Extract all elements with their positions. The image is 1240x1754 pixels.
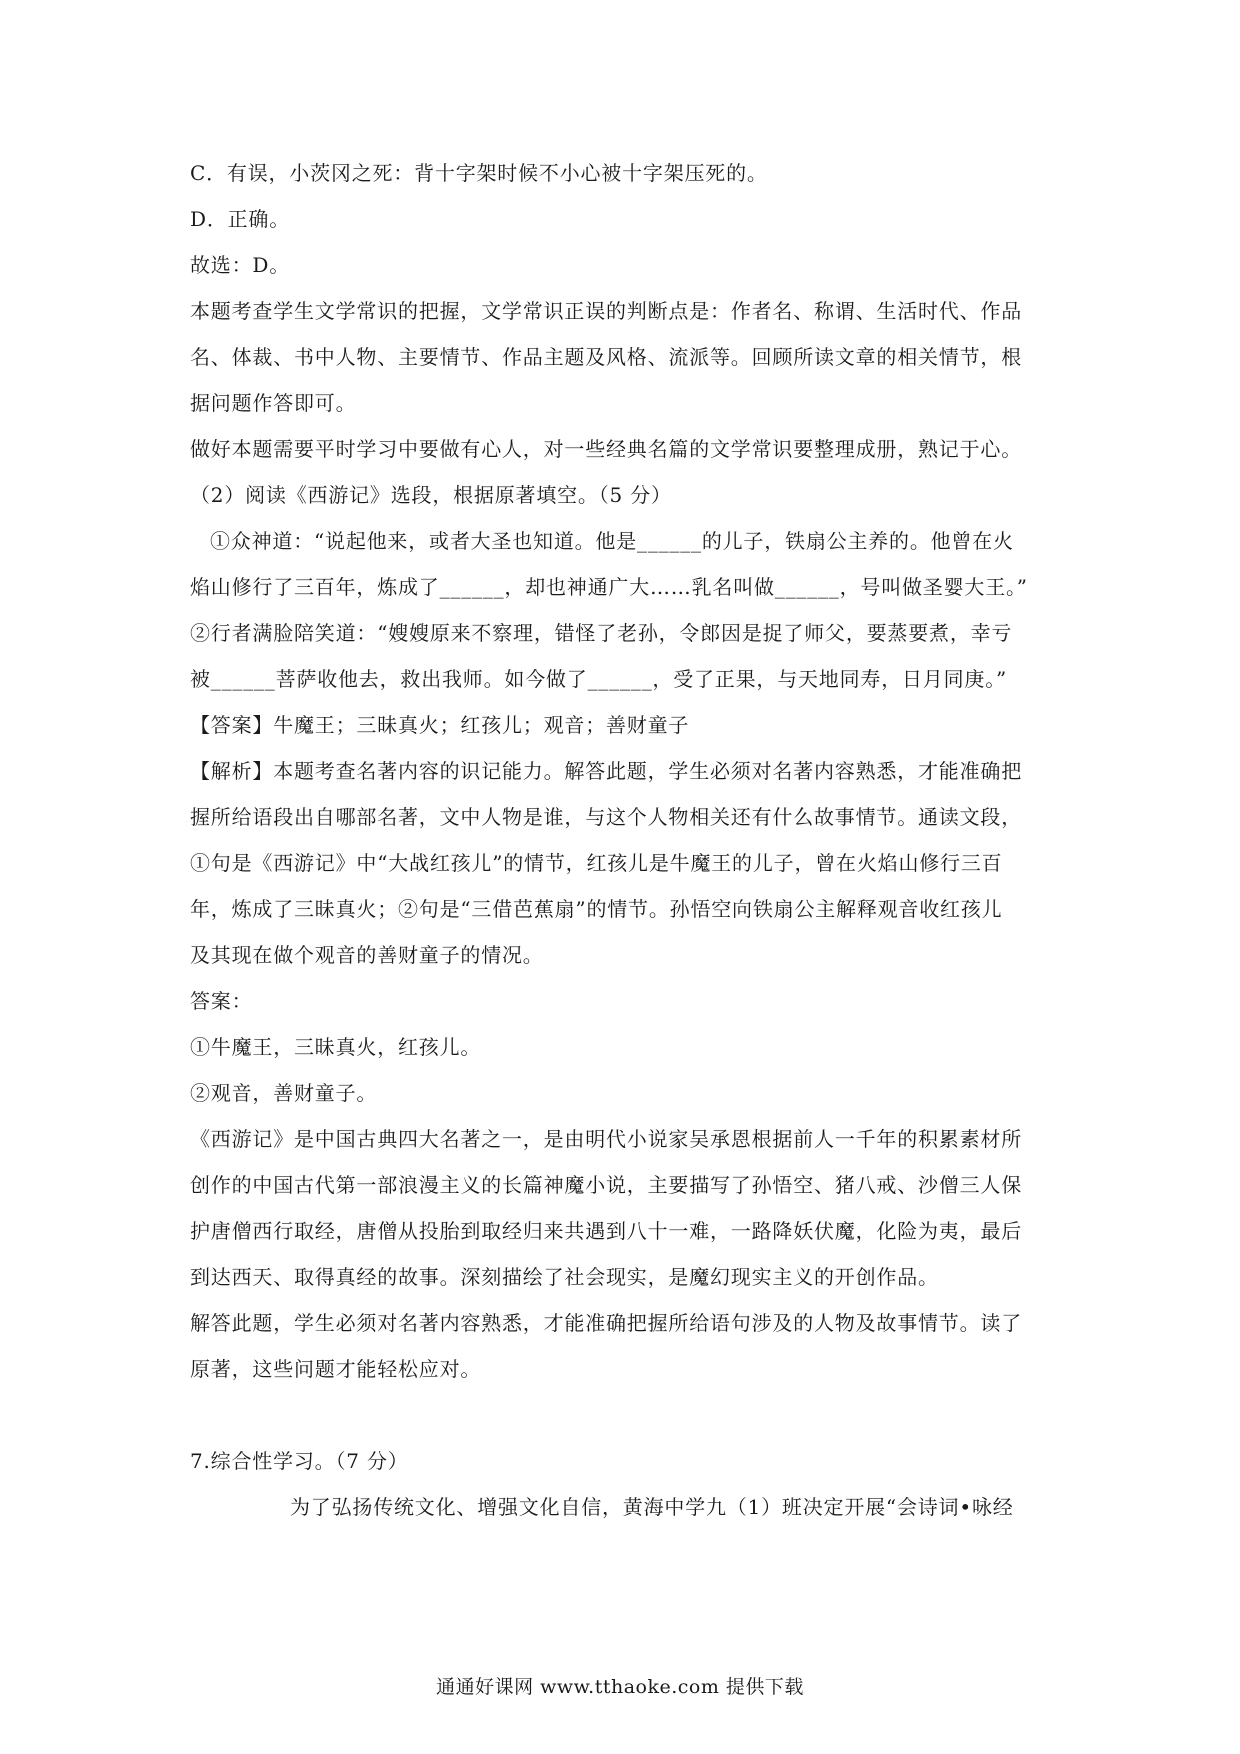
journey-west-intro-line: 护唐僧西行取经，唐僧从投胎到取经归来共遇到八十一难，一路降妖伏魔，化险为夷，最后 (190, 1219, 1022, 1243)
excerpt-1-line: ①众神道：“说起他来，或者大圣也知道。他是______的儿子，铁扇公主养的。他曾在火 (210, 529, 1014, 553)
answer-line: 【答案】牛魔王；三昧真火；红孩儿；观音；善财童子 (190, 713, 690, 737)
option-d-line: D．正确。 (190, 207, 291, 231)
answer-item-2: ②观音，善财童子。 (190, 1081, 378, 1105)
tip-paragraph-line: 做好本题需要平时学习中要做有心人，对一些经典名篇的文学常识要整理成册，熟记于心。 (190, 437, 1022, 461)
question-7-intro-line: 为了弘扬传统文化、增强文化自信，黄海中学九（1）班决定开展“会诗词•咏经 (290, 1495, 1014, 1519)
option-c-line: C．有误，小茨冈之死：背十字架时候不小心被十字架压死的。 (190, 161, 768, 185)
answer-heading: 答案： (190, 989, 253, 1013)
excerpt-2-line: 被______菩萨收他去，救出我师。如今做了______，受了正果，与天地同寿，日月同庚。” (190, 667, 1008, 691)
explanation-line: 及其现在做个观音的善财童子的情况。 (190, 943, 544, 967)
explanation-line: 年，炼成了三昧真火；②句是“三借芭蕉扇”的情节。孙悟空向铁扇公主解释观音收红孩儿 (190, 897, 1003, 921)
question-7-title: 7.综合性学习。（7 分） (190, 1449, 409, 1473)
journey-west-intro-line: 创作的中国古代第一部浪漫主义的长篇神魔小说，主要描写了孙悟空、猪八戒、沙僧三人保 (190, 1173, 1022, 1197)
page-footer: 通通好课网 www.tthaoke.com 提供下载 (436, 1676, 804, 1698)
solution-tip-line: 解答此题，学生必须对名著内容熟悉，才能准确把握所给语句涉及的人物及故事情节。读了 (190, 1311, 1022, 1335)
question-2-title: （2）阅读《西游记》选段，根据原著填空。（5 分） (190, 483, 672, 507)
analysis-paragraph-line: 本题考查学生文学常识的把握，文学常识正误的判断点是：作者名、称谓、生活时代、作品 (190, 299, 1022, 323)
section-spacer (190, 1392, 1050, 1438)
excerpt-1-line: 焰山修行了三百年，炼成了______，却也神通广大……乳名叫做______，号叫做圣婴大王。” (190, 575, 1028, 599)
analysis-paragraph-line: 名、体裁、书中人物、主要情节、作品主题及风格、流派等。回顾所读文章的相关情节，根 (190, 345, 1022, 369)
answer-item-1: ①牛魔王，三昧真火，红孩儿。 (190, 1035, 482, 1059)
journey-west-intro-line: 到达西天、取得真经的故事。深刻描绘了社会现实，是魔幻现实主义的开创作品。 (190, 1265, 939, 1289)
explanation-line: 【解析】本题考查名著内容的识记能力。解答此题，学生必须对名著内容熟悉，才能准确把 (190, 759, 1022, 783)
solution-tip-line: 原著，这些问题才能轻松应对。 (190, 1357, 482, 1381)
document-body (190, 150, 1050, 1530)
journey-west-intro-line: 《西游记》是中国古典四大名著之一，是由明代小说家吴承恩根据前人一千年的积累素材所 (190, 1127, 1022, 1151)
explanation-line: 握所给语段出自哪部名著，文中人物是谁，与这个人物相关还有什么故事情节。通读文段， (190, 805, 1022, 829)
analysis-paragraph-line: 据问题作答即可。 (190, 391, 357, 415)
explanation-line: ①句是《西游记》中“大战红孩儿”的情节，红孩儿是牛魔王的儿子，曾在火焰山修行三百 (190, 851, 1003, 875)
answer-choice-line: 故选：D。 (190, 253, 291, 277)
excerpt-2-line: ②行者满脸陪笑道：“嫂嫂原来不察理，错怪了老孙，令郎因是捉了师父，要蒸要煮，幸亏 (190, 621, 1013, 645)
